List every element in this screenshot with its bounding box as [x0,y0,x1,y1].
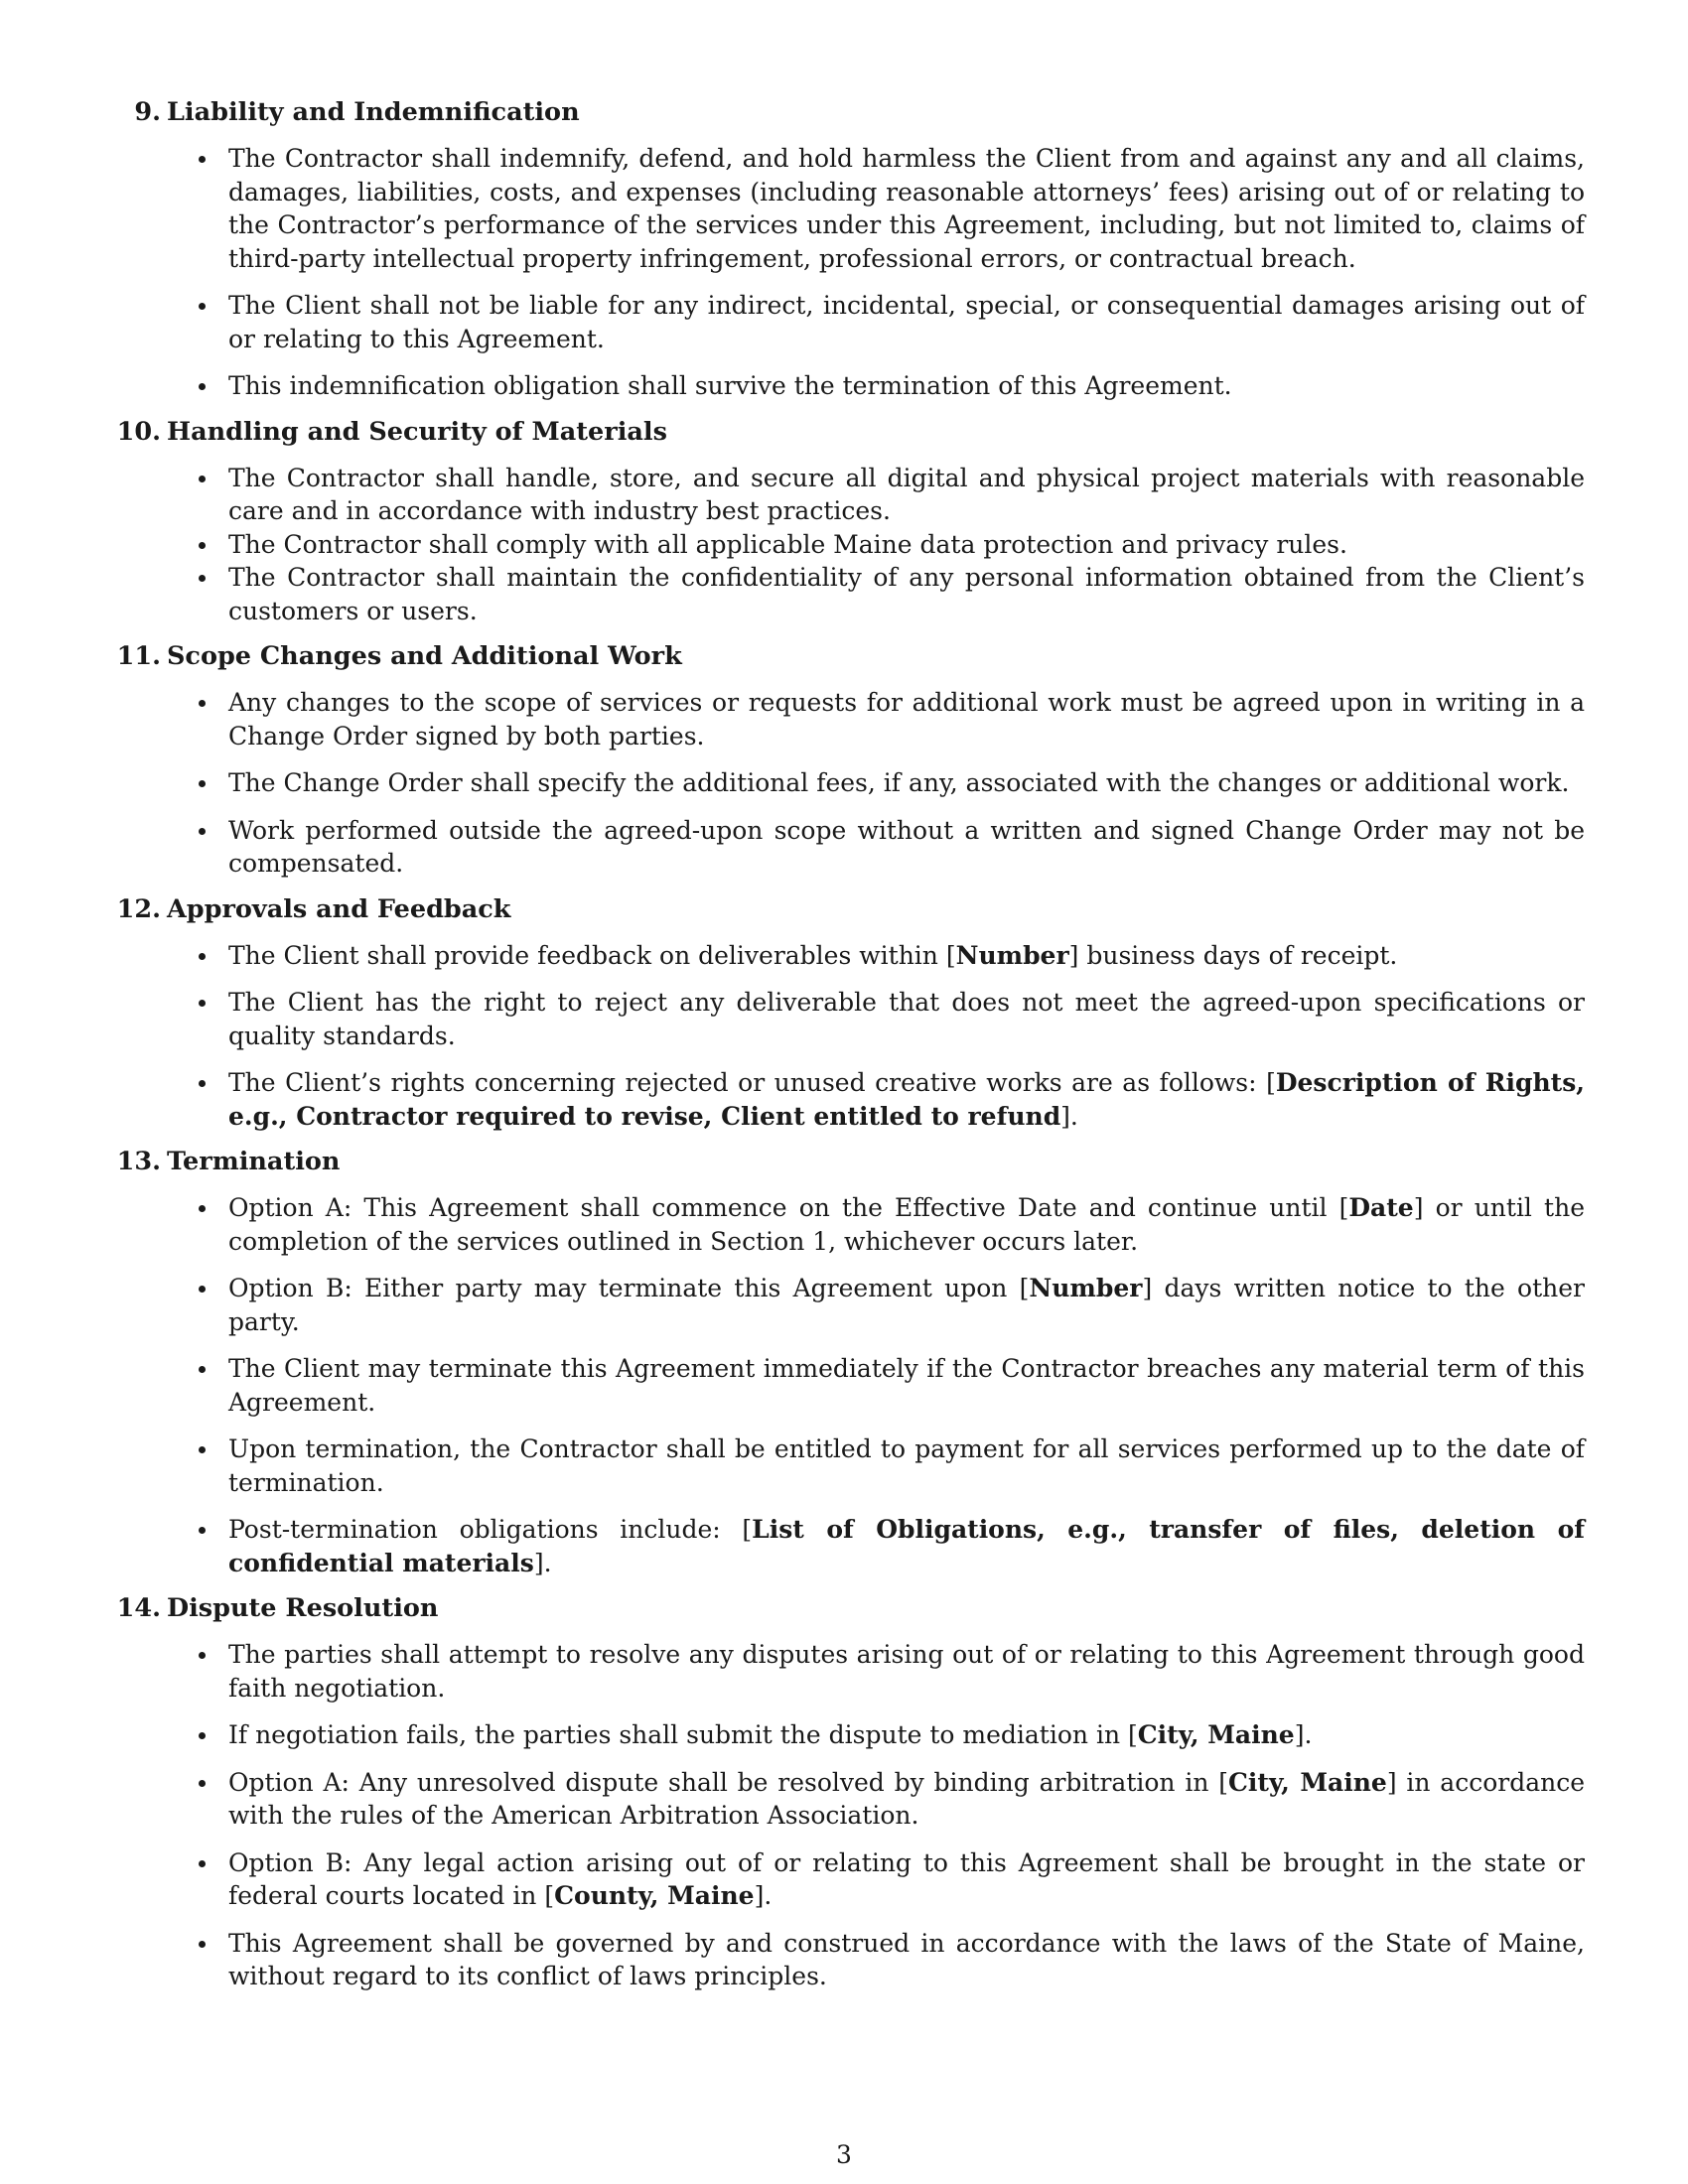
section-liability [134,95,1585,403]
section-scope-changes [116,639,1585,881]
list-item: This indemnification obligation shall survive the termination of this Agreement. [228,369,1585,403]
bullet-list [167,1638,1585,1993]
list-item: Work performed outside the agreed-upon scope without a written and signed Change Order may not be compensated. [228,814,1585,881]
placeholder-field: Number [955,940,1069,970]
list-item: Option A: Any unresolved dispute shall be resolved by binding arbitration in [City, Maine] in accordance with the rules of the American Arbitration Association. [228,1766,1585,1833]
list-item: The Contractor shall handle, store, and secure all digital and physical project materials with reasonable care and in accordance with industry best practices. [228,462,1585,528]
list-item: Option A: This Agreement shall commence on the Effective Date and continue until [Date] or until the completion of the services outlined in Section 1, whichever occurs later. [228,1191,1585,1258]
section-title: Liability and Indemnification [167,97,580,127]
bullet-list [167,1191,1585,1579]
section-number: 13. [116,1147,161,1176]
bullet-list [167,142,1585,403]
section-number: 12. [116,893,161,924]
list-item: The parties shall attempt to resolve any disputes arising out of or relating to this Agreement through good faith negotiation. [228,1638,1585,1705]
list-item: Option B: Either party may terminate this Agreement upon [Number] days written notice to the other party. [228,1272,1585,1338]
list-item: This Agreement shall be governed by and construed in accordance with the laws of the State of Maine, without regard to its conflict of laws principles. [228,1927,1585,1993]
placeholder-field: City, Maine [1137,1720,1295,1749]
list-item: The Client has the right to reject any deliverable that does not meet the agreed-upon specifications or quality standards. [228,986,1585,1052]
list-item: The Client shall not be liable for any indirect, incidental, special, or consequential damages arising out of or relating to this Agreement. [228,289,1585,355]
list-item: Upon termination, the Contractor shall be entitled to payment for all services performed up to the date of termination. [228,1433,1585,1499]
document-body [116,95,1586,2005]
page-number: 3 [836,2140,852,2169]
section-title: Termination [167,1147,341,1176]
placeholder-field: County, Maine [554,1881,755,1910]
bullet-list [167,939,1585,1134]
list-item: Any changes to the scope of services or requests for additional work must be agreed upon in writing in a Change Order signed by both parties. [228,686,1585,752]
bullet-list [167,462,1585,628]
section-dispute-resolution [116,1591,1585,1993]
list-item: Post-termination obligations include: [List of Obligations, e.g., transfer of files, deletion of confidential materials]. [228,1513,1585,1579]
section-title: Approvals and Feedback [167,893,511,924]
placeholder-field: City, Maine [1228,1767,1387,1797]
section-heading [116,639,1585,673]
list-item: The Client shall provide feedback on deliverables within [Number] business days of receipt. [228,939,1585,973]
placeholder-field: Description of Rights, e.g., Contractor required to revise, Client entitled to refund [228,1068,1586,1131]
section-title: Scope Changes and Additional Work [167,641,682,671]
list-item: The Client’s rights concerning rejected or unused creative works are as follows: [Description of Rights, e.g., Contractor required to revise, Client entitled to refund]. [228,1066,1585,1133]
section-number: 11. [116,641,161,671]
list-item: The Contractor shall indemnify, defend, and hold harmless the Client from and against any and all claims, damages, liabilities, costs, and expenses (including reasonable attorneys’ fees) arising out of or relating to the Contractor’s performance of the services under this Agreement, including, but not limited to, claims of third-party intellectual property infringement, professional errors, or contractual breach. [228,142,1585,275]
section-heading [116,1145,1585,1178]
section-number: 14. [116,1593,161,1623]
placeholder-field: List of Obligations, e.g., transfer of files, deletion of confidential materials [228,1515,1585,1577]
list-item: The Change Order shall specify the additional fees, if any, associated with the changes or additional work. [228,766,1585,800]
list-item: If negotiation fails, the parties shall submit the dispute to mediation in [City, Maine]. [228,1718,1585,1752]
placeholder-field: Date [1348,1193,1414,1222]
section-heading [116,1591,1585,1625]
section-title: Dispute Resolution [167,1593,439,1623]
list-item: The Client may terminate this Agreement immediately if the Contractor breaches any material term of this Agreement. [228,1352,1585,1419]
section-heading [116,892,1585,926]
section-termination [116,1145,1586,1579]
section-approvals [116,892,1586,1134]
section-heading [116,415,1585,449]
placeholder-field: Number [1029,1274,1143,1302]
section-title: Handling and Security of Materials [167,416,667,447]
section-number: 10. [116,416,161,447]
list-item: Option B: Any legal action arising out of or relating to this Agreement shall be brought in the state or federal courts located in [County, Maine]. [228,1846,1585,1913]
bullet-list [167,686,1585,881]
list-item: The Contractor shall maintain the confidentiality of any personal information obtained from the Client’s customers or users. [228,561,1585,627]
section-heading [134,95,1585,129]
section-number: 9. [134,97,161,127]
section-materials [116,415,1585,628]
list-item: The Contractor shall comply with all applicable Maine data protection and privacy rules. [228,528,1585,562]
